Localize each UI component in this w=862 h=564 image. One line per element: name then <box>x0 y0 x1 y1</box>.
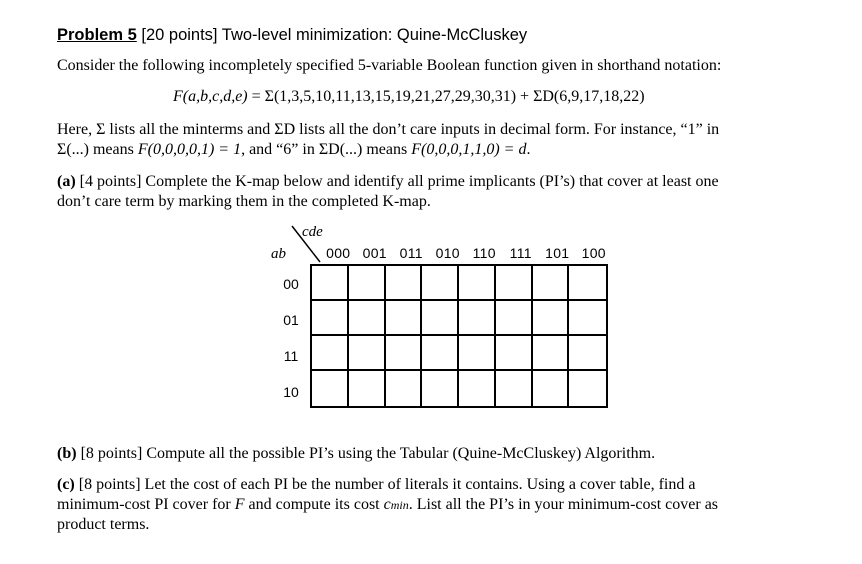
kmap-col-header: 100 <box>581 245 606 261</box>
kmap-column-variable: cde <box>302 224 323 240</box>
kmap-row-header: 10 <box>283 384 299 400</box>
kmap-cell[interactable] <box>386 301 423 336</box>
part-c-label: (c) <box>57 476 75 493</box>
kmap-cell[interactable] <box>459 371 496 406</box>
kmap-cell[interactable] <box>459 301 496 336</box>
kmap-cell[interactable] <box>312 336 349 371</box>
part-b-body: [8 points] Compute all the possible PI’s using the Tabular (Quine-McCluskey) Algorithm. <box>76 445 656 462</box>
kmap-col-header: 000 <box>326 245 351 261</box>
part-a-label: (a) <box>57 173 76 190</box>
part-c-body: and compute its cost <box>244 496 384 513</box>
part-a-text: [4 points] Complete the K-map below and identify all prime implicants (PI’s) that cover at least one <box>75 173 719 190</box>
part-a-line-1 <box>57 172 719 192</box>
part-c-line-3: product terms. <box>57 516 150 533</box>
part-c-line-2 <box>57 495 718 515</box>
kmap-cell[interactable] <box>386 336 423 371</box>
kmap-cell[interactable] <box>422 266 459 301</box>
part-c-function: F <box>234 496 245 513</box>
kmap-cell[interactable] <box>496 266 533 301</box>
explanation-example-2: F(0,0,0,1,1,0) = d <box>411 141 527 158</box>
intro-text: Consider the following incompletely specified 5-variable Boolean function given in shorthand notation: <box>57 57 722 74</box>
kmap-cell[interactable] <box>533 336 570 371</box>
kmap-cell[interactable] <box>312 371 349 406</box>
kmap-cell[interactable] <box>496 336 533 371</box>
explanation-part: . <box>526 141 531 158</box>
formula-rhs: = Σ(1,3,5,10,11,13,15,19,21,27,29,30,31) + ΣD(6,9,17,18,22) <box>247 88 645 105</box>
part-c-body: . List all the PI’s in your minimum-cost cover as <box>408 496 719 513</box>
part-b-text <box>57 444 655 464</box>
kmap-cell[interactable] <box>312 301 349 336</box>
kmap-cell[interactable] <box>569 371 606 406</box>
kmap-col-header: 110 <box>472 245 496 261</box>
kmap-cell[interactable] <box>386 266 423 301</box>
kmap-cell[interactable] <box>312 266 349 301</box>
kmap-col-header: 001 <box>362 245 387 261</box>
kmap-cell[interactable] <box>349 266 386 301</box>
kmap-row-header: 01 <box>283 312 299 328</box>
part-c-cost-symbol: c <box>383 496 391 513</box>
kmap-cell[interactable] <box>422 301 459 336</box>
kmap-cell[interactable] <box>422 336 459 371</box>
kmap-cell[interactable] <box>459 336 496 371</box>
kmap-cell[interactable] <box>386 371 423 406</box>
kmap-cell[interactable] <box>533 371 570 406</box>
kmap-cell[interactable] <box>349 336 386 371</box>
explanation-line-2 <box>57 140 530 160</box>
part-c-body: [8 points] Let the cost of each PI be the number of literals it contains. Using a cover table, find a <box>74 476 696 493</box>
part-c-cost-subscript: min <box>390 498 409 512</box>
kmap-cell[interactable] <box>569 336 606 371</box>
kmap-row-variable: ab <box>271 246 286 262</box>
kmap-cell[interactable] <box>569 301 606 336</box>
formula-lhs: F(a,b,c,d,e) <box>173 88 248 105</box>
kmap-row-headers <box>276 266 306 410</box>
part-b-label: (b) <box>57 445 77 462</box>
kmap-col-header: 011 <box>399 245 423 261</box>
explanation-part: , and “6” in ΣD(...) means <box>241 141 412 158</box>
kmap-cell[interactable] <box>422 371 459 406</box>
problem-title: [20 points] Two-level minimization: Quine-McCluskey <box>136 26 528 44</box>
karnaugh-map <box>262 222 622 412</box>
kmap-row-header: 11 <box>283 348 299 364</box>
part-c-body: minimum-cost PI cover for <box>57 496 235 513</box>
kmap-cell[interactable] <box>533 301 570 336</box>
explanation-example-1: F(0,0,0,0,1) = 1 <box>137 141 242 158</box>
kmap-grid <box>310 264 608 408</box>
kmap-cell[interactable] <box>569 266 606 301</box>
boolean-function-formula <box>173 88 645 106</box>
kmap-column-headers <box>320 245 612 261</box>
kmap-cell[interactable] <box>496 371 533 406</box>
kmap-cell[interactable] <box>349 301 386 336</box>
part-a-line-2: don’t care term by marking them in the completed K-map. <box>57 193 431 210</box>
kmap-cell[interactable] <box>533 266 570 301</box>
problem-heading <box>57 26 527 45</box>
kmap-cell[interactable] <box>496 301 533 336</box>
kmap-col-header: 101 <box>545 245 570 261</box>
problem-label: Problem 5 <box>57 26 137 44</box>
explanation-part: Σ(...) means <box>57 141 138 158</box>
part-c-line-1 <box>57 475 695 495</box>
kmap-col-header: 111 <box>509 245 532 261</box>
kmap-col-header: 010 <box>435 245 460 261</box>
kmap-cell[interactable] <box>459 266 496 301</box>
explanation-line-1: Here, Σ lists all the minterms and ΣD lists all the don’t care inputs in decimal form. For instance, “1” in <box>57 121 720 138</box>
kmap-cell[interactable] <box>349 371 386 406</box>
kmap-row-header: 00 <box>283 276 299 292</box>
